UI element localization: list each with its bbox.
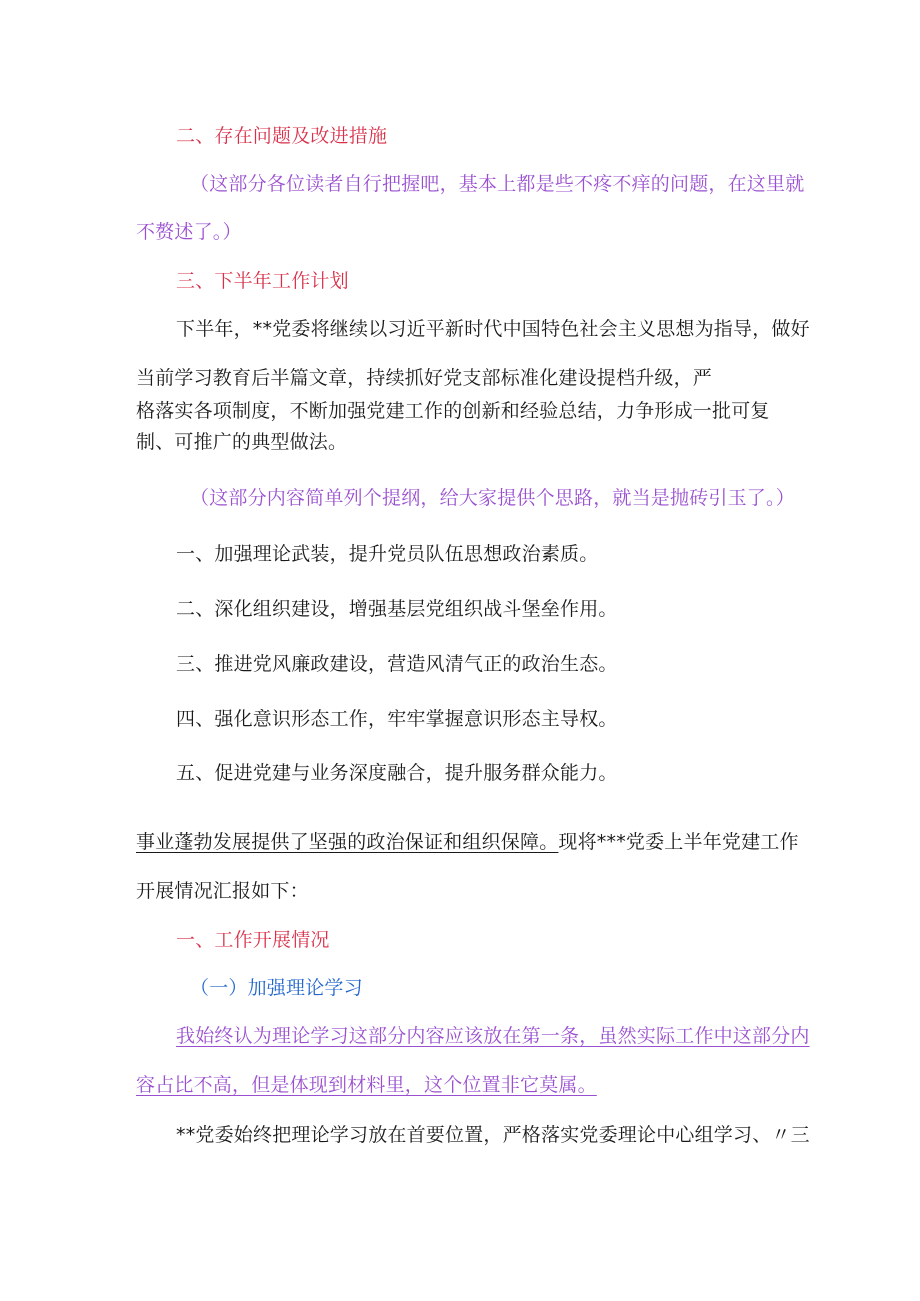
- plan-item-4: 四、强化意识形态工作，牢牢掌握意识形态主导权。: [176, 708, 618, 730]
- section1-note-line2: 容占比不高，但是体现到材料里，这个位置非它莫属。: [136, 1074, 597, 1096]
- intro-line1-rest: 现将***党委上半年党建工作: [558, 831, 799, 853]
- section3-note: （这部分内容简单列个提纲，给大家提供个思路，就当是抛砖引玉了。）: [190, 487, 795, 509]
- intro-line2: 开展情况汇报如下：: [136, 880, 309, 902]
- plan-item-3: 三、推进党风廉政建设，营造风清气正的政治生态。: [176, 653, 618, 675]
- section3-heading: 三、下半年工作计划: [176, 270, 349, 292]
- plan-item-1: 一、加强理论武装，提升党员队伍思想政治素质。: [176, 543, 599, 565]
- section1-heading: 一、工作开展情况: [176, 929, 330, 951]
- intro-line1: [136, 828, 799, 856]
- section3-para-line4: 制、可推广的典型做法。: [136, 431, 348, 453]
- plan-item-2: 二、深化组织建设，增强基层党组织战斗堡垒作用。: [176, 598, 618, 620]
- section3-para-line1: 下半年，**党委将继续以习近平新时代中国特色社会主义思想为指导，做好: [176, 318, 810, 340]
- section3-para-line2: 当前学习教育后半篇文章，持续抓好党支部标准化建设提档升级，严: [136, 367, 713, 389]
- section2-note-line2: 不赘述了。）: [136, 221, 242, 243]
- section2-heading: 二、存在问题及改进措施: [176, 125, 388, 147]
- intro-underlined-text: 事业蓬勃发展提供了坚强的政治保证和组织保障。: [136, 831, 559, 853]
- section1-para-line1: **党委始终把理论学习放在首要位置，严格落实党委理论中心组学习、〃三: [176, 1124, 810, 1146]
- section3-para-line3: 格落实各项制度，不断加强党建工作的创新和经验总结，力争形成一批可复: [136, 400, 770, 422]
- section2-note-line1: （这部分各位读者自行把握吧，基本上都是些不疼不痒的问题，在这里就: [190, 173, 805, 195]
- plan-item-5: 五、促进党建与业务深度融合，提升服务群众能力。: [176, 762, 618, 784]
- section1-note-line1: 我始终认为理论学习这部分内容应该放在第一条，虽然实际工作中这部分内: [176, 1025, 810, 1047]
- section1-subheading: （一）加强理论学习: [190, 977, 363, 999]
